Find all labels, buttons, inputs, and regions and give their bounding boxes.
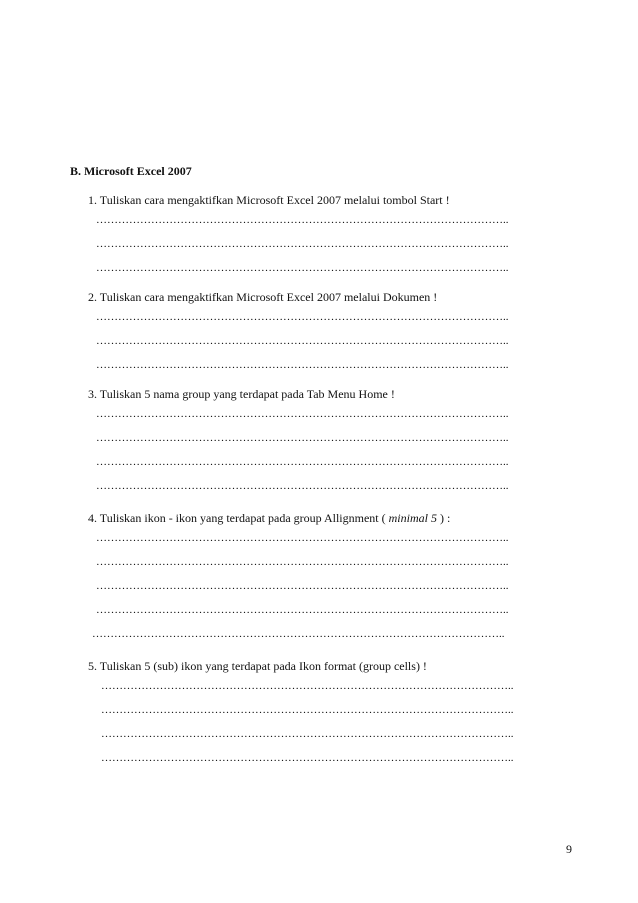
- answer-line[interactable]: …………………………………………………………………………………………………..: [92, 628, 505, 640]
- question-1-text: 1. Tuliskan cara mengaktifkan Microsoft Excel 2007 melalui tombol Start !: [88, 193, 450, 207]
- answer-line[interactable]: …………………………………………………………………………………………………..: [101, 728, 514, 740]
- answer-line[interactable]: …………………………………………………………………………………………………..: [96, 480, 509, 492]
- answer-line[interactable]: …………………………………………………………………………………………………..: [96, 532, 509, 544]
- answer-line[interactable]: …………………………………………………………………………………………………..: [101, 752, 514, 764]
- question-1: [88, 192, 568, 280]
- answer-line[interactable]: …………………………………………………………………………………………………..: [101, 680, 514, 692]
- answer-line[interactable]: …………………………………………………………………………………………………..: [96, 214, 509, 226]
- answer-line[interactable]: …………………………………………………………………………………………………..: [96, 580, 509, 592]
- question-5: [88, 658, 568, 770]
- answer-line[interactable]: …………………………………………………………………………………………………..: [96, 604, 509, 616]
- section-title: B. Microsoft Excel 2007: [70, 164, 192, 178]
- question-4-text: [88, 510, 568, 526]
- answer-line[interactable]: …………………………………………………………………………………………………..: [96, 359, 509, 371]
- answer-line[interactable]: …………………………………………………………………………………………………..: [96, 408, 509, 420]
- question-4-text-before: 4. Tuliskan ikon - ikon yang terdapat pada group Allignment (: [88, 511, 389, 525]
- answer-line[interactable]: …………………………………………………………………………………………………..: [96, 311, 509, 323]
- answer-line[interactable]: …………………………………………………………………………………………………..: [96, 335, 509, 347]
- answer-line[interactable]: …………………………………………………………………………………………………..: [96, 262, 509, 274]
- answer-line[interactable]: …………………………………………………………………………………………………..: [96, 556, 509, 568]
- answer-line[interactable]: …………………………………………………………………………………………………..: [96, 456, 509, 468]
- question-4-text-emphasis: minimal 5: [388, 511, 437, 525]
- question-2-text: 2. Tuliskan cara mengaktifkan Microsoft Excel 2007 melalui Dokumen !: [88, 290, 438, 304]
- question-2: [88, 289, 568, 377]
- question-3: [88, 386, 568, 498]
- question-5-text: 5. Tuliskan 5 (sub) ikon yang terdapat pada Ikon format (group cells) !: [88, 659, 427, 673]
- question-4: [88, 510, 568, 646]
- page-number: 9: [566, 842, 572, 856]
- answer-line[interactable]: …………………………………………………………………………………………………..: [96, 238, 509, 250]
- answer-line[interactable]: …………………………………………………………………………………………………..: [101, 704, 514, 716]
- question-4-text-after: ) :: [436, 511, 451, 525]
- answer-line[interactable]: …………………………………………………………………………………………………..: [96, 432, 509, 444]
- question-3-text: 3. Tuliskan 5 nama group yang terdapat pada Tab Menu Home !: [88, 387, 395, 401]
